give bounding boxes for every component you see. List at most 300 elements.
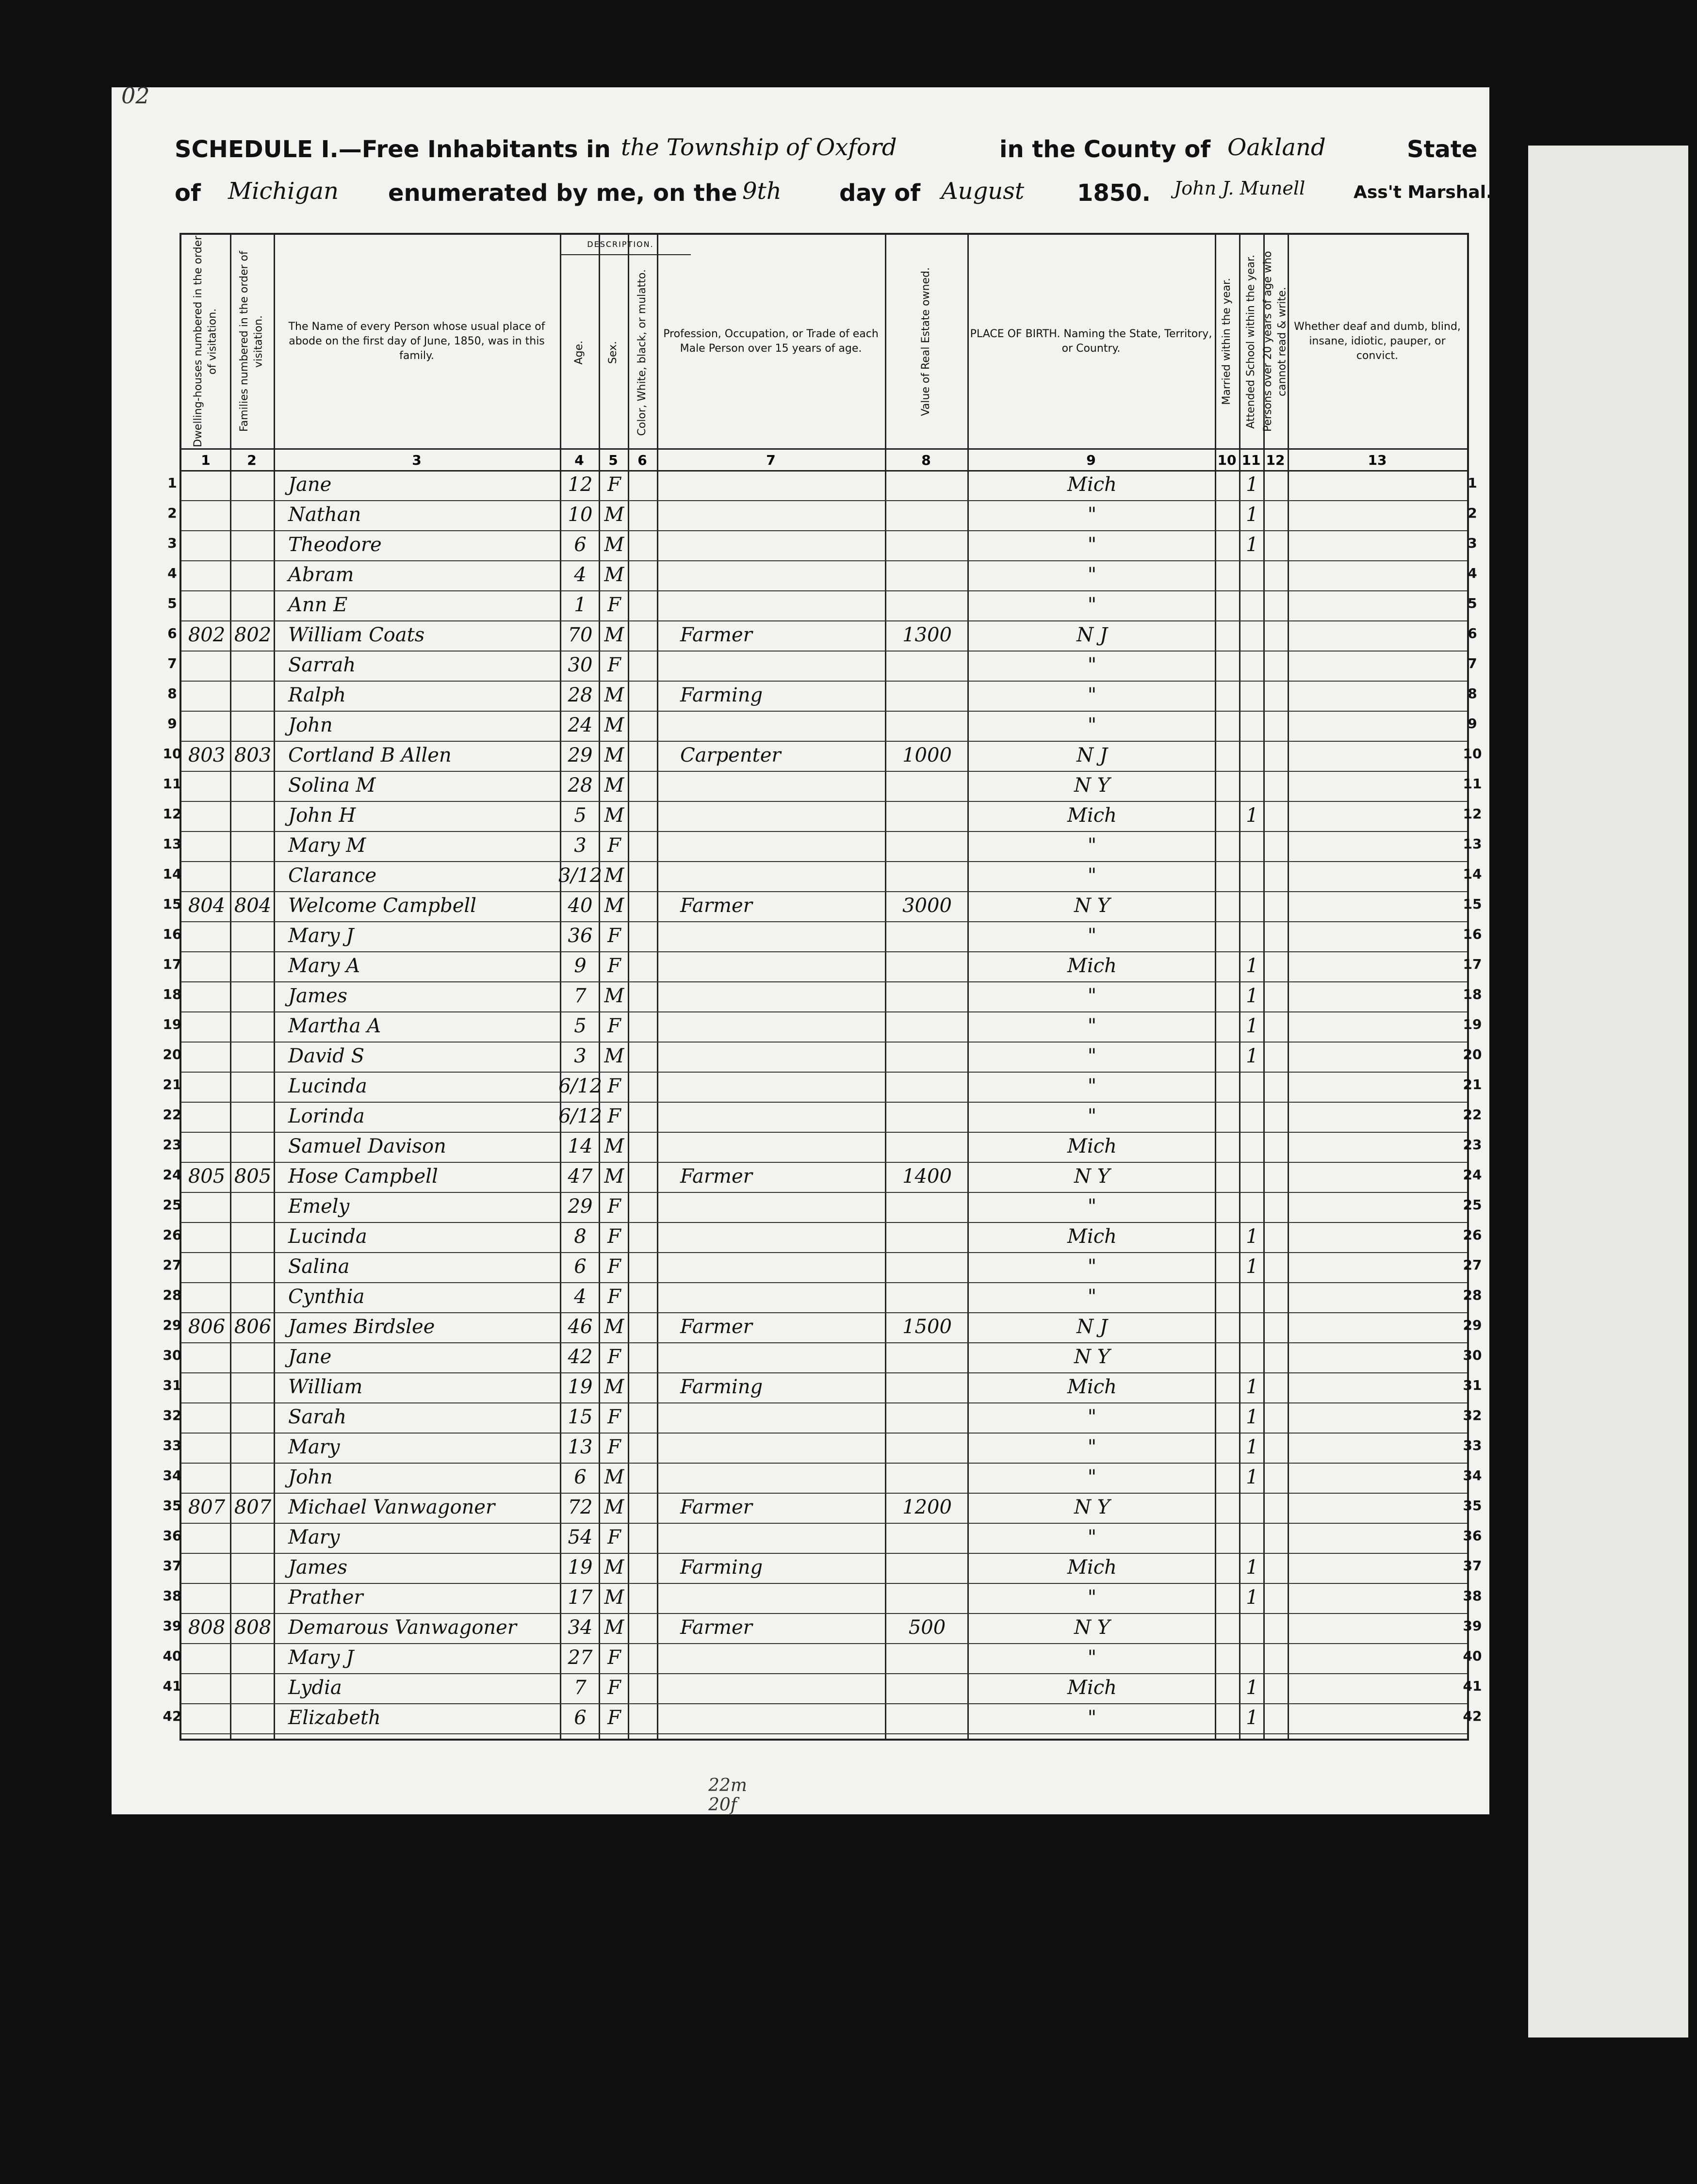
column-header-2 [232, 235, 272, 448]
occupation-cell [661, 859, 902, 892]
dwelling-number: 802 [188, 624, 226, 646]
column-number-8: 8 [921, 452, 931, 468]
line-number-left: 31 [163, 1377, 182, 1393]
person-name: Lucinda [288, 1075, 367, 1097]
family-number [234, 588, 272, 621]
footer-note-females: 20f [708, 1795, 737, 1815]
line-number-left: 20 [163, 1046, 182, 1062]
family-number [234, 829, 272, 862]
school-mark: 1 [1246, 1556, 1258, 1579]
birthplace-cell: N Y [1074, 1496, 1110, 1518]
county-field: Oakland [1227, 134, 1326, 161]
age-cell: 6 [574, 1466, 587, 1488]
line-number-right: 15 [1463, 896, 1482, 912]
real-estate-value [889, 649, 965, 682]
dwelling-number: 806 [188, 1316, 226, 1338]
line-number-right: 5 [1468, 595, 1477, 611]
occupation-cell [661, 1190, 902, 1223]
real-estate-value [889, 1220, 965, 1253]
column-number-9: 9 [1086, 452, 1096, 468]
school-mark [1243, 1190, 1261, 1223]
school-mark: 1 [1246, 1466, 1258, 1488]
sex-cell: F [607, 1255, 621, 1278]
sex-cell: M [604, 684, 624, 706]
schedule-title: SCHEDULE I.—Free Inhabitants in [175, 136, 611, 163]
family-number [234, 1701, 272, 1734]
township-field: the Township of Oxford [621, 134, 897, 161]
column-number-10: 10 [1217, 452, 1237, 468]
school-mark: 1 [1246, 1707, 1258, 1729]
family-number [234, 468, 272, 501]
real-estate-value [889, 1040, 965, 1073]
birthplace-cell: " [1087, 1286, 1097, 1308]
line-number-left: 34 [163, 1467, 182, 1483]
column-number-2: 2 [247, 452, 257, 468]
line-number-right: 3 [1468, 535, 1477, 551]
sex-cell: M [604, 564, 624, 586]
dwelling-number: 808 [188, 1616, 226, 1639]
age-cell: 6 [574, 1255, 587, 1278]
family-number [234, 1070, 272, 1103]
line-number-right: 24 [1463, 1166, 1482, 1183]
page-number: 02 [121, 82, 150, 109]
of-label: of [175, 179, 201, 207]
school-mark: 1 [1246, 955, 1258, 977]
birthplace-cell: N J [1077, 744, 1108, 766]
school-mark [1243, 1641, 1261, 1674]
occupation-cell [661, 1070, 902, 1103]
person-name: Mary J [288, 1646, 354, 1669]
person-name: Mary J [288, 925, 354, 947]
age-cell: 5 [574, 1015, 587, 1037]
school-mark: 1 [1246, 504, 1258, 526]
occupation-cell [661, 558, 902, 591]
sex-cell: F [607, 1015, 621, 1037]
birthplace-cell: " [1087, 1707, 1097, 1729]
family-number [234, 1280, 272, 1313]
real-estate-value [889, 829, 965, 862]
family-number [234, 1581, 272, 1614]
day-of-label: day of [839, 179, 921, 207]
age-cell: 29 [568, 1195, 593, 1218]
line-number-left: 42 [163, 1708, 182, 1724]
occupation-cell [661, 829, 902, 862]
real-estate-value [889, 859, 965, 892]
school-mark: 1 [1246, 1045, 1258, 1067]
real-estate-value [889, 1100, 965, 1133]
line-number-left: 5 [167, 595, 177, 611]
sex-cell: F [607, 1677, 621, 1699]
real-estate-value [889, 1280, 965, 1313]
column-header-label: Sex. [607, 341, 620, 364]
family-number [234, 1641, 272, 1674]
family-number: 803 [234, 744, 272, 766]
school-mark [1243, 709, 1261, 742]
person-name: Lorinda [288, 1105, 365, 1127]
family-number [234, 1401, 272, 1434]
person-name: Abram [288, 564, 354, 586]
occupation-cell [661, 1581, 902, 1614]
family-number: 805 [234, 1165, 272, 1188]
school-mark [1243, 1611, 1261, 1644]
age-cell: 13 [568, 1436, 593, 1458]
month-field: August [941, 178, 1025, 205]
age-cell: 9 [574, 955, 587, 977]
birthplace-cell: " [1087, 684, 1097, 706]
school-mark: 1 [1246, 1436, 1258, 1458]
person-name: Theodore [288, 534, 382, 556]
line-number-right: 11 [1463, 775, 1482, 792]
line-number-right: 9 [1468, 715, 1477, 732]
sex-cell: F [607, 1646, 621, 1669]
line-number-left: 21 [163, 1076, 182, 1092]
column-number-7: 7 [766, 452, 776, 468]
sex-cell: F [607, 1195, 621, 1218]
county-label: in the County of [999, 136, 1211, 163]
birthplace-cell: " [1087, 1406, 1097, 1428]
occupation-cell: Farmer [680, 1496, 752, 1518]
occupation-cell [661, 1220, 902, 1253]
line-number-left: 29 [163, 1317, 182, 1333]
occupation-cell [661, 1431, 902, 1464]
age-cell: 17 [568, 1586, 593, 1609]
family-number [234, 1100, 272, 1133]
school-mark [1243, 1160, 1261, 1193]
occupation-cell: Farmer [680, 895, 752, 917]
marshal-label: Ass't Marshal. [1354, 182, 1493, 202]
family-number: 807 [234, 1496, 272, 1518]
column-header-3 [276, 235, 558, 448]
column-header-13 [1289, 235, 1465, 448]
line-number-right: 2 [1468, 505, 1477, 521]
person-name: David S [288, 1045, 365, 1067]
person-name: James [288, 985, 348, 1007]
line-number-right: 23 [1463, 1136, 1482, 1153]
sex-cell: F [607, 1406, 621, 1428]
age-cell: 5 [574, 804, 587, 827]
real-estate-value [889, 979, 965, 1012]
occupation-cell: Farming [680, 684, 763, 706]
line-number-left: 27 [163, 1256, 182, 1273]
real-estate-value [889, 558, 965, 591]
birthplace-cell: Mich [1067, 1376, 1117, 1398]
line-number-left: 22 [163, 1106, 182, 1123]
line-number-right: 39 [1463, 1617, 1482, 1634]
person-name: John H [288, 804, 356, 827]
occupation-cell [661, 1040, 902, 1073]
line-number-right: 35 [1463, 1497, 1482, 1514]
sex-cell: M [604, 744, 624, 766]
person-name: Demarous Vanwagoner [288, 1616, 517, 1639]
school-mark [1243, 889, 1261, 922]
school-mark [1243, 1070, 1261, 1103]
column-header-label: Whether deaf and dumb, blind, insane, idiotic, pauper, or convict. [1294, 321, 1461, 362]
family-number: 802 [234, 624, 272, 646]
day-field: 9th [742, 178, 782, 205]
sex-cell: M [604, 864, 624, 887]
birthplace-cell: " [1087, 834, 1097, 857]
family-number [234, 528, 272, 561]
person-name: Samuel Davison [288, 1135, 446, 1157]
real-estate-value [889, 949, 965, 982]
line-number-left: 38 [163, 1587, 182, 1604]
birthplace-cell: Mich [1067, 1677, 1117, 1699]
family-number: 806 [234, 1316, 272, 1338]
line-number-right: 21 [1463, 1076, 1482, 1092]
age-cell: 6 [574, 534, 587, 556]
birthplace-cell: " [1087, 1646, 1097, 1669]
family-number [234, 799, 272, 832]
line-number-left: 26 [163, 1226, 182, 1243]
person-name: William [288, 1376, 363, 1398]
line-number-left: 39 [163, 1617, 182, 1634]
person-name: Ralph [288, 684, 346, 706]
column-header-6 [630, 257, 655, 448]
person-name: Mary [288, 1436, 340, 1458]
person-name: Sarrah [288, 654, 356, 676]
real-estate-value [889, 1130, 965, 1163]
line-number-right: 37 [1463, 1557, 1482, 1574]
real-estate-value [889, 1641, 965, 1674]
birthplace-cell: " [1087, 594, 1097, 616]
line-number-left: 32 [163, 1407, 182, 1423]
school-mark: 1 [1246, 1255, 1258, 1278]
column-header-11 [1241, 235, 1261, 448]
line-number-right: 29 [1463, 1317, 1482, 1333]
column-header-10 [1217, 235, 1237, 448]
school-mark [1243, 1491, 1261, 1524]
line-number-left: 8 [167, 685, 177, 701]
age-cell: 10 [568, 504, 593, 526]
line-number-right: 17 [1463, 956, 1482, 972]
line-number-left: 19 [163, 1016, 182, 1032]
line-number-left: 17 [163, 956, 182, 972]
real-estate-value: 1400 [902, 1165, 952, 1188]
real-estate-value: 3000 [902, 895, 952, 917]
line-number-left: 41 [163, 1678, 182, 1694]
occupation-cell: Farmer [680, 1165, 752, 1188]
sex-cell: F [607, 834, 621, 857]
occupation-cell: Farming [680, 1376, 763, 1398]
column-header-8 [887, 235, 965, 448]
birthplace-cell: " [1087, 1105, 1097, 1127]
person-name: Prather [288, 1586, 363, 1609]
age-cell: 6/12 [558, 1105, 602, 1127]
dwelling-number: 803 [188, 744, 226, 766]
real-estate-value [889, 468, 965, 501]
real-estate-value [889, 1461, 965, 1494]
age-cell: 19 [568, 1556, 593, 1579]
person-name: Welcome Campbell [288, 895, 476, 917]
family-number [234, 679, 272, 712]
line-number-right: 38 [1463, 1587, 1482, 1604]
sex-cell: F [607, 1707, 621, 1729]
line-number-right: 40 [1463, 1647, 1482, 1664]
line-number-left: 1 [167, 474, 177, 491]
person-name: Sarah [288, 1406, 346, 1428]
person-name: Mary M [288, 834, 366, 857]
occupation-cell [661, 1641, 902, 1674]
family-number [234, 709, 272, 742]
school-mark [1243, 859, 1261, 892]
sex-cell: F [607, 594, 621, 616]
column-number-1: 1 [201, 452, 211, 468]
column-header-label: The Name of every Person whose usual place of abode on the first day of June, 1850, was in this family. [288, 321, 545, 362]
marshal-name: John J. Munell [1174, 178, 1305, 199]
birthplace-cell: Mich [1067, 804, 1117, 827]
person-name: Clarance [288, 864, 377, 887]
age-cell: 6 [574, 1707, 587, 1729]
sex-cell: F [607, 925, 621, 947]
line-number-right: 31 [1463, 1377, 1482, 1393]
line-number-right: 13 [1463, 835, 1482, 852]
family-number [234, 1250, 272, 1283]
census-table [179, 233, 1469, 1741]
real-estate-value [889, 679, 965, 712]
birthplace-cell: " [1087, 925, 1097, 947]
family-number [234, 1431, 272, 1464]
family-number [234, 859, 272, 892]
column-header-label: Attended School within the year. [1245, 254, 1257, 429]
school-mark: 1 [1246, 1015, 1258, 1037]
age-cell: 54 [568, 1526, 593, 1548]
age-cell: 12 [568, 473, 593, 496]
family-number [234, 979, 272, 1012]
line-number-right: 18 [1463, 986, 1482, 1002]
line-number-left: 33 [163, 1437, 182, 1453]
column-header-label: Value of Real Estate owned. [920, 267, 932, 416]
sex-cell: F [607, 654, 621, 676]
birthplace-cell: N Y [1074, 774, 1110, 797]
age-cell: 14 [568, 1135, 593, 1157]
real-estate-value [889, 1340, 965, 1373]
family-number [234, 769, 272, 802]
real-estate-value [889, 1551, 965, 1584]
birthplace-cell: " [1087, 1436, 1097, 1458]
occupation-cell [661, 1130, 902, 1163]
person-name: Jane [288, 1346, 332, 1368]
school-mark [1243, 1280, 1261, 1313]
family-number [234, 1370, 272, 1403]
sex-cell: M [604, 1165, 624, 1188]
column-header-4 [562, 257, 597, 448]
family-number [234, 1190, 272, 1223]
family-number [234, 498, 272, 531]
column-header-label: Persons over 20 years of age who cannot read & write. [1262, 251, 1289, 432]
line-number-right: 12 [1463, 805, 1482, 822]
school-mark [1243, 1521, 1261, 1554]
age-cell: 30 [568, 654, 593, 676]
birthplace-cell: " [1087, 564, 1097, 586]
family-number [234, 1130, 272, 1163]
line-number-right: 8 [1468, 685, 1477, 701]
family-number [234, 919, 272, 952]
school-mark: 1 [1246, 985, 1258, 1007]
occupation-cell [661, 1461, 902, 1494]
occupation-cell [661, 1671, 902, 1704]
age-cell: 4 [574, 564, 587, 586]
census-page [112, 82, 1493, 1815]
column-header-label: Families numbered in the order of visitation. [238, 251, 265, 432]
real-estate-value: 1500 [902, 1316, 952, 1338]
age-cell: 29 [568, 744, 593, 766]
column-header-12 [1262, 235, 1289, 448]
real-estate-value [889, 1581, 965, 1614]
sex-cell: F [607, 1075, 621, 1097]
real-estate-value [889, 919, 965, 952]
person-name: James [288, 1556, 348, 1579]
occupation-cell [661, 1010, 902, 1043]
line-number-right: 26 [1463, 1226, 1482, 1243]
family-number [234, 1010, 272, 1043]
person-name: James Birdslee [288, 1316, 435, 1338]
birthplace-cell: " [1087, 1255, 1097, 1278]
line-number-right: 36 [1463, 1527, 1482, 1544]
age-cell: 3 [574, 1045, 587, 1067]
age-cell: 28 [568, 774, 593, 797]
line-number-right: 27 [1463, 1256, 1482, 1273]
real-estate-value [889, 1521, 965, 1554]
family-number [234, 1521, 272, 1554]
sex-cell: M [604, 534, 624, 556]
description-group-label: DESCRIPTION. [587, 240, 654, 249]
column-number-4: 4 [574, 452, 584, 468]
occupation-cell [661, 588, 902, 621]
sex-cell: F [607, 1526, 621, 1548]
person-name: Michael Vanwagoner [288, 1496, 495, 1518]
line-number-right: 14 [1463, 865, 1482, 882]
birthplace-cell: " [1087, 654, 1097, 676]
column-number-3: 3 [412, 452, 422, 468]
real-estate-value [889, 1701, 965, 1734]
line-number-right: 34 [1463, 1467, 1482, 1483]
occupation-cell [661, 1280, 902, 1313]
line-number-left: 11 [163, 775, 182, 792]
sex-cell: M [604, 774, 624, 797]
column-header-label: Age. [573, 340, 586, 365]
dwelling-number: 804 [188, 895, 226, 917]
enumerated-label: enumerated by me, on the [388, 179, 737, 207]
school-mark [1243, 619, 1261, 652]
real-estate-value [889, 1370, 965, 1403]
column-number-11: 11 [1241, 452, 1261, 468]
age-cell: 42 [568, 1346, 593, 1368]
line-number-right: 33 [1463, 1437, 1482, 1453]
sex-cell: F [607, 473, 621, 496]
sex-cell: M [604, 985, 624, 1007]
occupation-cell [661, 1340, 902, 1373]
occupation-cell [661, 528, 902, 561]
birthplace-cell: " [1087, 714, 1097, 736]
real-estate-value: 1200 [902, 1496, 952, 1518]
person-name: Jane [288, 473, 332, 496]
age-cell: 36 [568, 925, 593, 947]
line-number-right: 22 [1463, 1106, 1482, 1123]
age-cell: 72 [568, 1496, 593, 1518]
person-name: Emely [288, 1195, 350, 1218]
sex-cell: F [607, 1286, 621, 1308]
birthplace-cell: N Y [1074, 1346, 1110, 1368]
person-name: Nathan [288, 504, 361, 526]
line-number-left: 25 [163, 1196, 182, 1213]
birthplace-cell: Mich [1067, 1135, 1117, 1157]
header-rule [181, 448, 1467, 450]
birthplace-cell: " [1087, 1586, 1097, 1609]
person-name: John [288, 714, 333, 736]
line-number-right: 32 [1463, 1407, 1482, 1423]
age-cell: 7 [574, 1677, 587, 1699]
family-number: 808 [234, 1616, 272, 1639]
